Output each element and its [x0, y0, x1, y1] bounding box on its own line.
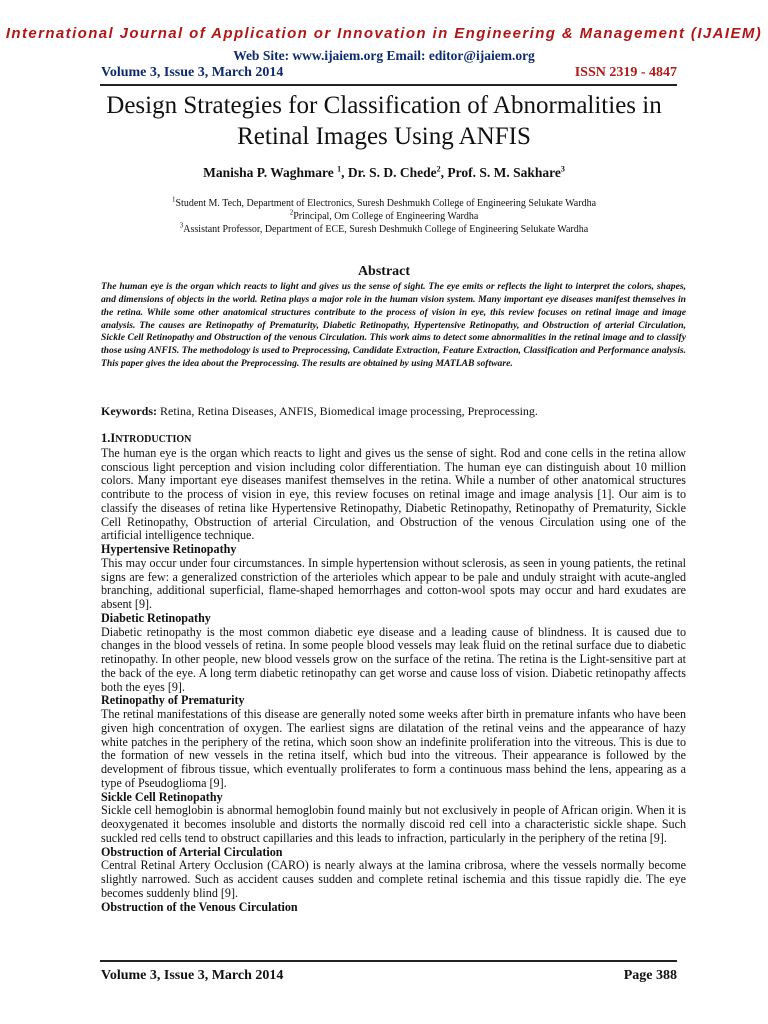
journal-name: International Journal of Application or Innovation in Engineering & Management (IJAIEM) [5, 25, 763, 42]
footer-volume: Volume 3, Issue 3, March 2014 [101, 968, 284, 983]
paragraph: Central Retinal Artery Occlusion (CARO) is nearly always at the lamina cribrosa, where the vessels normally become slightly narrowed. Such as accident causes sudden and complete retinal ischemia and this tissue rapidly die. The eye becomes suddenly blind [9]. [101, 858, 686, 900]
affiliation [0, 195, 768, 209]
affiliation-text: Principal, Om College of Engineering Wardha [293, 211, 479, 222]
subsection-heading: Obstruction of the Venous Circulation [101, 899, 298, 914]
paragraph-introduction: The human eye is the organ which reacts to light and gives us the sense of sight. Rod and cone cells in the retina allow conscious light perception and vision including color differentiation. The human eye can distinguish about 10 million colors. Many important eye diseases manifest themselves in the retina. While a number of other anatomical structures contribute to the process of vision in eye, this review focuses on retinal image and image analysis [1]. Our aim is to classify the diseases of retina like Hypertensive Retinopathy, Diabetic Retinopathy, Retinopathy of Prematurity, Sickle Cell Retinopathy, Obstruction of arterial Circulation, and Obstruction of the venous Circulation using one of the artificial intelligence technique. [101, 445, 686, 543]
body-text [101, 432, 686, 914]
subsection-heading: Obstruction of Arterial Circulation [101, 844, 283, 859]
keywords-text: Retina, Retina Diseases, ANFIS, Biomedical image processing, Preprocessing. [157, 404, 538, 418]
affiliation [0, 208, 768, 222]
footer-rule [100, 960, 677, 962]
author-list: Manisha P. Waghmare $^1$, Dr. S. D. Chede$^2$, Prof. S. M. Sakhare$^3$ [203, 164, 565, 180]
author-sup: 1 [337, 164, 342, 174]
affiliation-sup: 3 [179, 221, 184, 230]
subsection-heading: Hypertensive Retinopathy [101, 542, 237, 556]
affiliation [0, 221, 768, 235]
keywords-label: Keywords: [101, 404, 157, 418]
affiliation-sup: 2 [289, 208, 294, 217]
affiliation-text: Assistant Professor, Department of ECE, Suresh Deshmukh College of Engineering Selukate Wardha [183, 224, 589, 235]
journal-website: Web Site: www.ijaiem.org Email: editor@ijaiem.org [233, 48, 535, 63]
author-name: Manisha P. Waghmare [203, 165, 334, 180]
issn: ISSN 2319 - 4847 [574, 65, 677, 80]
subsection-heading: Sickle Cell Retinopathy [101, 789, 223, 804]
subsection-heading: Diabetic Retinopathy [101, 610, 211, 625]
keywords [101, 404, 681, 419]
page-footer [101, 968, 677, 986]
abstract-heading: Abstract [357, 264, 411, 279]
author-sup: 3 [560, 164, 565, 174]
paragraph: The retinal manifestations of this disease are generally noted some weeks after birth in premature infants who have been given high concentration of oxygen. The earliest signs are dilatation of the retinal veins and the appearance of hazy white patches in the periphery of the retina, which soon show an indefinite proliferation into the vitreous. This is due to the formation of new vessels in the retina itself, which bud into the vitreous. Their appearance is followed by the development of fibrous tissue, which eventually proliferates to form a continuous mass behind the lens, appearing as a type of Pseudoglioma [9]. [101, 707, 686, 790]
abstract-text: The human eye is the organ which reacts to light and gives us the sense of sight. The eye emits or reflects the light to interpret the colors, shapes, and dimensions of objects in the world. Retina plays a major role in the human vision system. Many important eye diseases manifest themselves in the retina. While some other anatomical structures contribute to the process of vision in eye, this review focuses on retinal image and image analysis. The causes are Retinopathy of Prematurity, Diabetic Retinopathy, Hypertensive Retinopathy, and Obstruction of arterial Circulation, Sickle Cell Retinopathy and Obstruction of the venous Circulation. This work aims to detect some abnormalities in the retinal image and to classify those using ANFIS. The methodology is used to Preprocessing, Candidate Extraction, Feature Extraction, Classification and Performance analysis. This paper gives the idea about the Preprocessing. The results are obtained by using MATLAB software. [101, 281, 686, 370]
header-rule [100, 84, 677, 86]
issue-volume: Volume 3, Issue 3, March 2014 [101, 65, 284, 80]
paragraph: Sickle cell hemoglobin is abnormal hemoglobin found mainly but not exclusively in people of African origin. When it is deoxygenated it becomes insoluble and distorts the normally discoid red cell into a characteristic sickle shape. Such suckled red cells tend to obstruct capillaries and this leads to infraction, particularly in the periphery of the retina [9]. [101, 803, 686, 845]
section-rest: NTRODUCTION [115, 434, 192, 445]
subsection-heading: Retinopathy of Prematurity [101, 693, 245, 708]
section-initial: I [110, 431, 116, 445]
author-sup: 2 [436, 164, 441, 174]
affiliation-text: Student M. Tech, Department of Electronics, Suresh Deshmukh College of Engineering Selukate Wardha [175, 198, 597, 209]
affiliation-sup: 1 [171, 195, 176, 204]
author-name: Prof. S. M. Sakhare [447, 165, 561, 180]
section-heading-introduction [101, 432, 686, 447]
paper-title: Design Strategies for Classification of Abnormalities in Retinal Images Using ANFIS [106, 92, 662, 150]
paragraph: This may occur under four circumstances. In simple hypertension without sclerosis, as seen in young patients, the retinal signs are few: a generalized constriction of the arterioles which appear to be pale and unduly straight with acute-angled branching, additional superficial, flame-shaped hemorrhages and cotton-wool spots may occur and hard exudates are absent [9]. [101, 555, 686, 611]
section-number: 1. [101, 431, 111, 445]
issue-row [101, 65, 677, 83]
page-number: Page 388 [623, 968, 677, 983]
paragraph: Diabetic retinopathy is the most common diabetic eye disease and a leading cause of blindness. It is caused due to changes in the blood vessels of retina. In some people blood vessels may leak fluid on the retinal surface due to diabetic retinopathy. In other people, new blood vessels grow on the surface of the retina. The retina is the Light-sensitive part at the back of the eye. A long term diabetic retinopathy can get worse and cause loss of vision. Diabetic retinopathy affects both the eyes [9]. [101, 624, 686, 694]
author-name: Dr. S. D. Chede [347, 165, 437, 180]
